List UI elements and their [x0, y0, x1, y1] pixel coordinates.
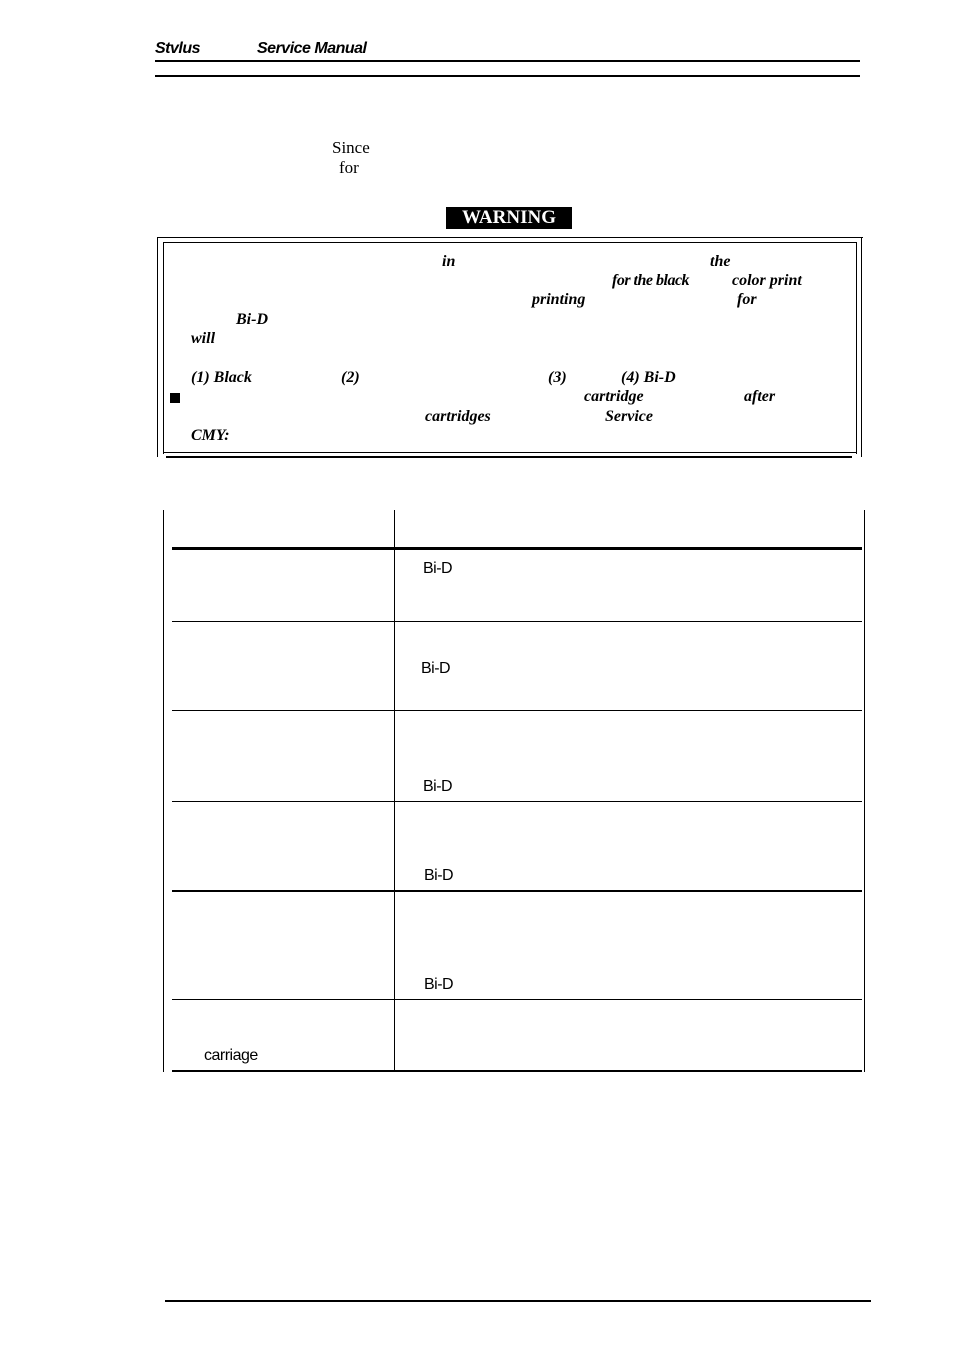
table-row-rule [172, 621, 862, 622]
warning-word-printing: printing [532, 291, 586, 308]
warning-word-for-the-black: for the black [612, 272, 690, 289]
table-right-border [864, 510, 865, 1072]
table-header-rule [172, 547, 862, 550]
table-row-rule [172, 999, 862, 1000]
table-bottom-rule [172, 1070, 862, 1072]
warning-item-4: (4) Bi-D [621, 369, 676, 386]
warning-item-2: (2) [341, 369, 360, 386]
warning-word-in: in [442, 253, 456, 270]
warning-word-bid: Bi-D [236, 311, 268, 328]
warning-word-after: after [744, 388, 776, 405]
warning-word-cartridges: cartridges [425, 408, 491, 425]
warning-label: WARNING [446, 207, 572, 229]
warning-word-color-print: color print [732, 272, 802, 289]
warning-word-service: Service [605, 408, 653, 425]
header-rule-top [155, 60, 860, 62]
table-cell-row3-right: Bi-D [423, 778, 453, 795]
table-cell-row4-right: Bi-D [424, 867, 454, 884]
header-product: Stvlus [155, 40, 201, 57]
warning-word-will: will [191, 330, 216, 347]
intro-since: Since [332, 138, 370, 157]
table-row-rule [172, 710, 862, 711]
warning-word-the: the [710, 253, 731, 270]
table-row-rule [172, 801, 862, 802]
table-cell-row2-right: Bi-D [421, 660, 451, 677]
footer-rule [165, 1300, 871, 1302]
header-manual-title: Service Manual [257, 40, 367, 57]
warning-item-1: (1) Black [191, 369, 252, 386]
intro-for: for [339, 158, 359, 177]
warning-word-cmy: CMY: [191, 427, 230, 444]
table-cell-row5-right: Bi-D [424, 976, 454, 993]
table-left-border [163, 510, 164, 1072]
warning-word-for: for [737, 291, 757, 308]
warning-word-cartridge: cartridge [584, 388, 644, 405]
table-cell-row1-right: Bi-D [423, 560, 453, 577]
bullet-square-icon [170, 393, 180, 403]
header-rule-bottom [155, 75, 860, 77]
table-column-divider [394, 510, 395, 1071]
table-row-rule [172, 890, 862, 892]
table-cell-row6-left: carriage [204, 1047, 258, 1064]
warning-item-3: (3) [548, 369, 567, 386]
